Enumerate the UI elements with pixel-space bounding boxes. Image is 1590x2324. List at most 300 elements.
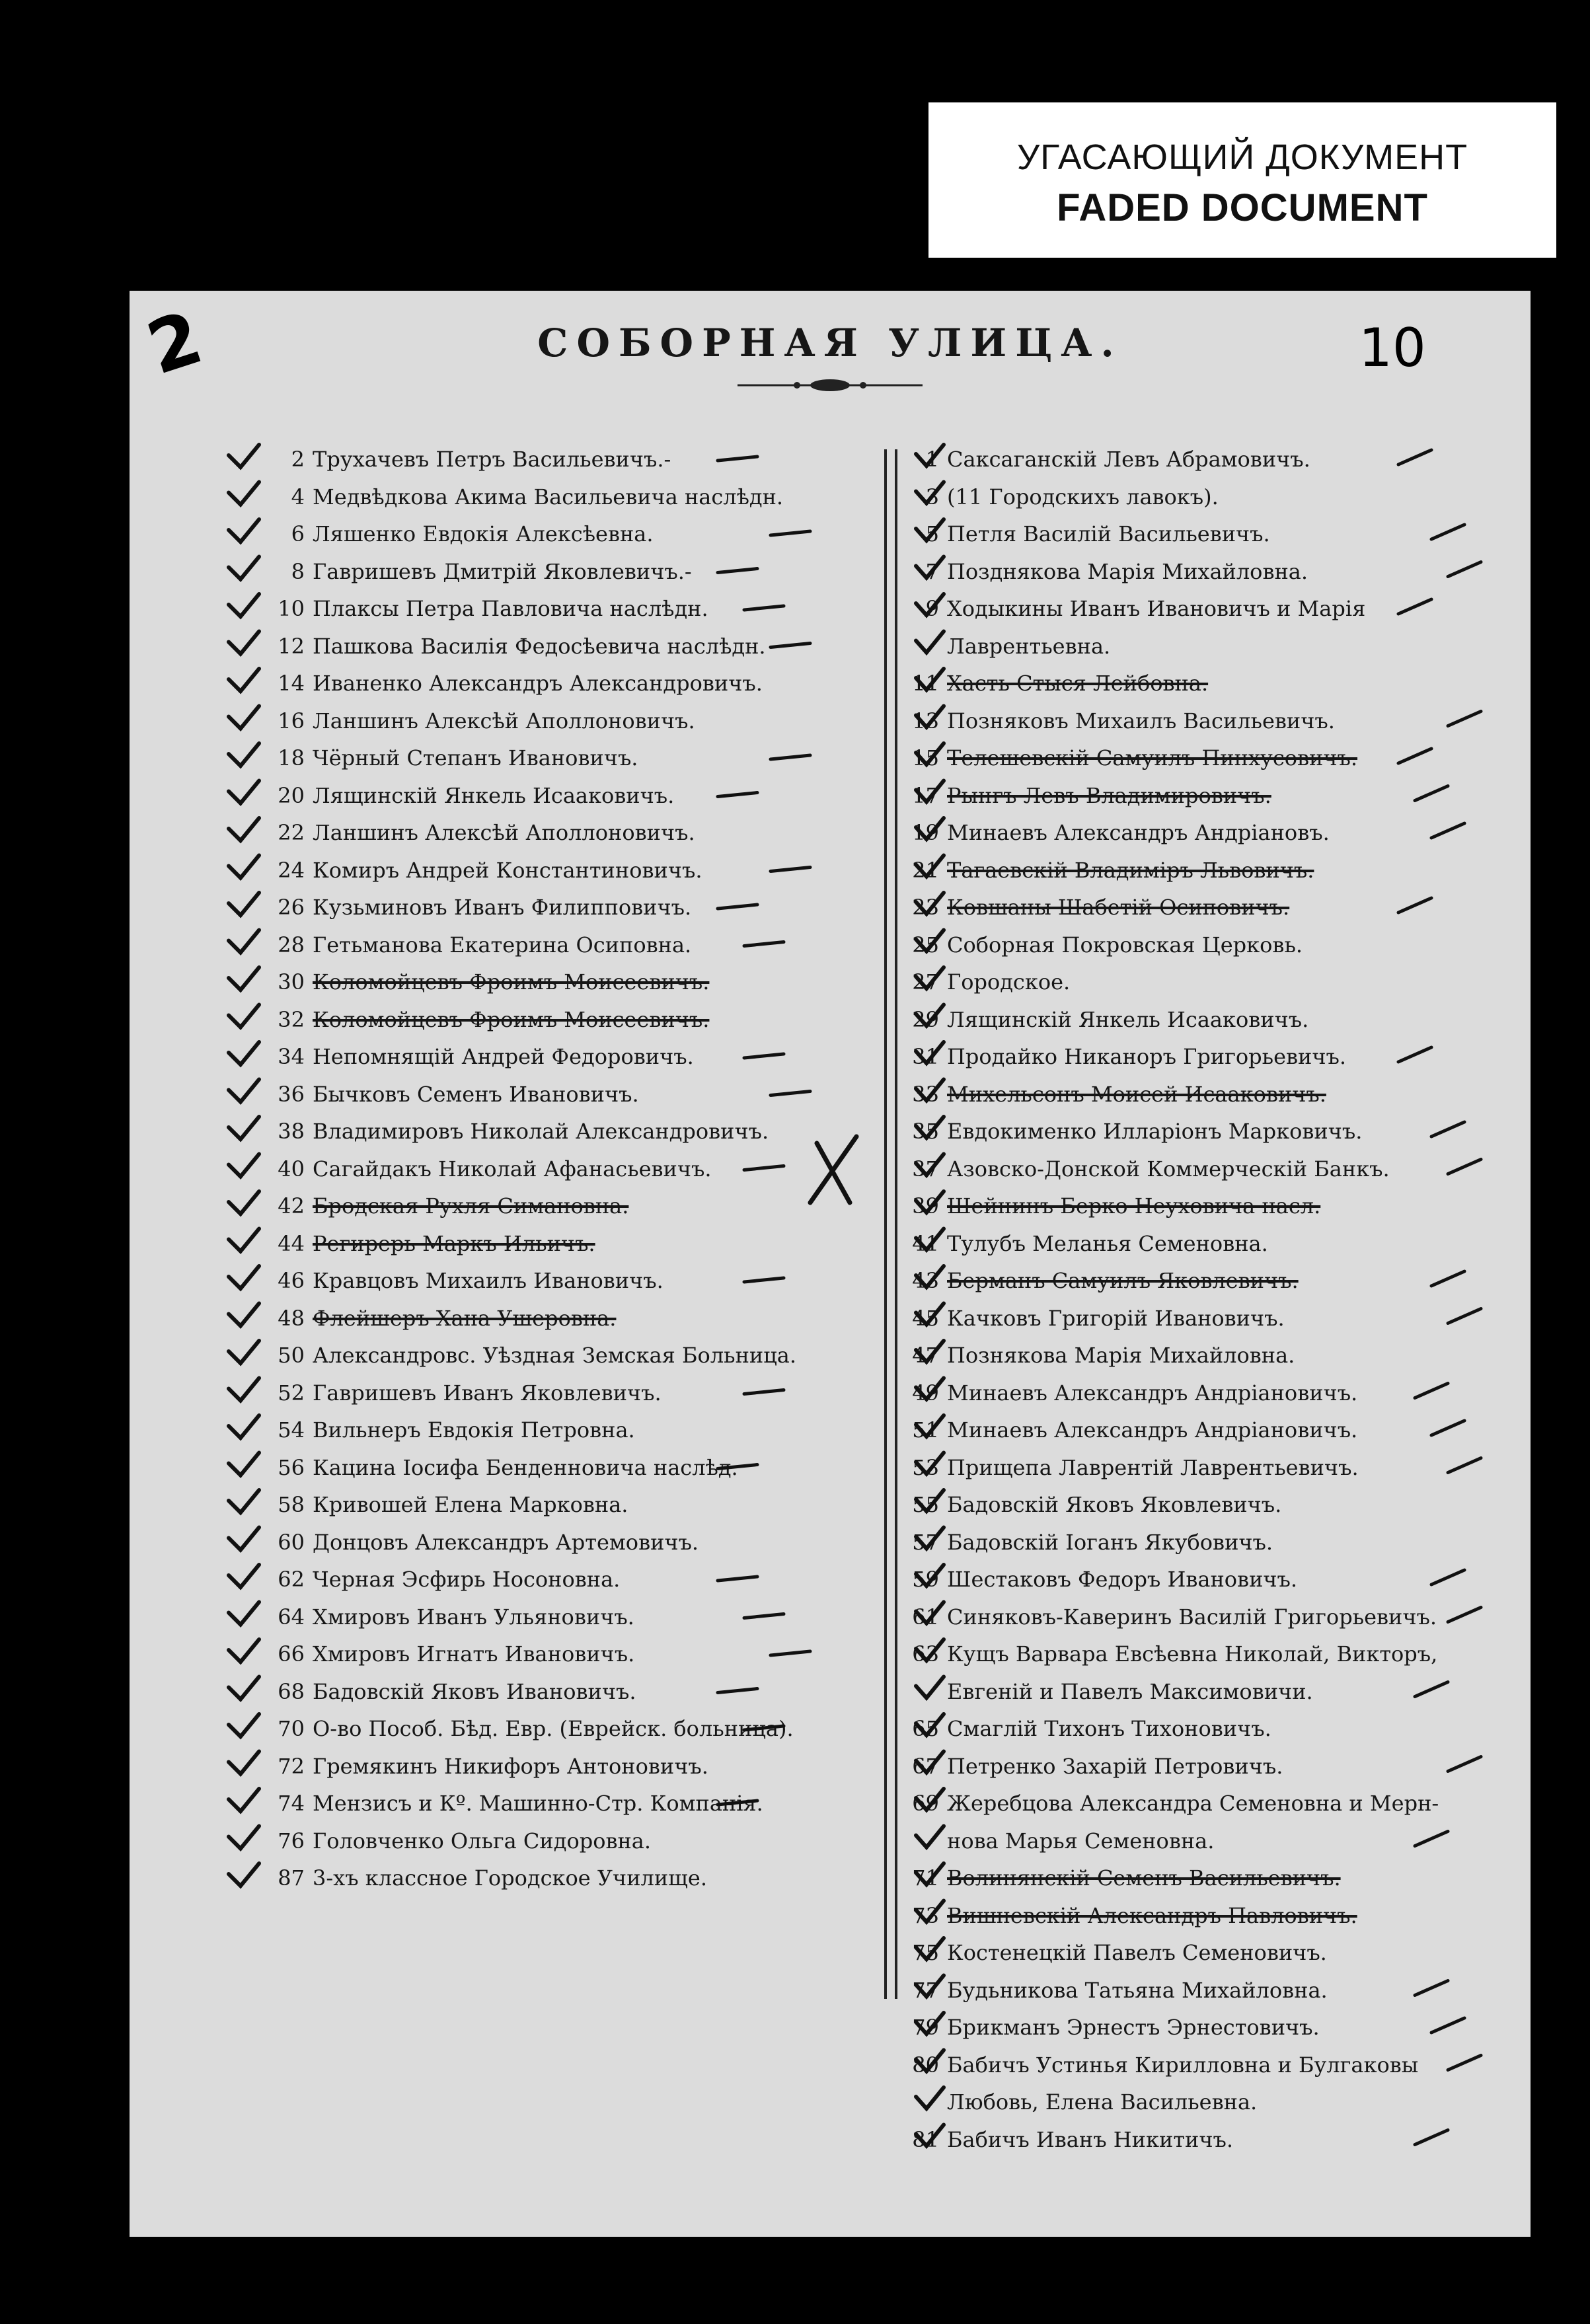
pen-mark — [229, 1229, 259, 1252]
house-number: 62 — [278, 1567, 305, 1592]
pen-mark — [229, 1415, 259, 1438]
pen-mark — [229, 1752, 259, 1774]
owner-name: Михельсонъ Моисей Исааковичъ. — [947, 1081, 1326, 1107]
owner-name: Кривошей Елена Марковна. — [313, 1492, 628, 1517]
pen-mark — [916, 1042, 944, 1063]
pen-mark — [229, 557, 259, 580]
faded-document-stamp — [928, 102, 1556, 258]
house-number: 12 — [278, 633, 305, 659]
owner-name: Евгеній и Павелъ Максимовичи. — [947, 1678, 1313, 1704]
owner-name: 3-хъ классное Городское Училище. — [313, 1865, 708, 1891]
owner-name: Ходыкины Иванъ Ивановичъ и Марія — [947, 596, 1366, 621]
pen-mark — [744, 606, 784, 610]
house-number: 87 — [278, 1865, 305, 1891]
pen-mark — [229, 1677, 259, 1700]
house-number: 58 — [278, 1492, 305, 1517]
pen-mark — [229, 1341, 259, 1363]
house-number: 13 — [912, 708, 939, 733]
owner-name: Городское. — [947, 969, 1071, 994]
owner-name: Петренко Захарій Петровичъ. — [947, 1753, 1283, 1779]
pen-mark — [1448, 712, 1481, 726]
owner-name: Бабичъ Устинья Кирилловна и Булгаковы — [947, 2052, 1419, 2078]
pen-mark — [1448, 562, 1481, 577]
owner-name: Сагайдакъ Николай Афанасьевичъ. — [313, 1156, 712, 1181]
pen-mark — [1448, 1757, 1481, 1772]
house-number: 68 — [278, 1678, 305, 1704]
house-number: 22 — [278, 820, 305, 845]
owner-name: Чёрный Степанъ Ивановичъ. — [313, 745, 638, 770]
pen-mark — [916, 1080, 944, 1101]
pen-mark — [1398, 1047, 1431, 1062]
pen-mark — [229, 519, 259, 542]
owner-name: Брикманъ Эрнестъ Эрнестовичъ. — [947, 2015, 1320, 2040]
pen-mark — [916, 743, 944, 765]
owner-name: Донцовъ Александръ Артемовичъ. — [313, 1529, 699, 1555]
owner-name: Познякова Марія Михайловна. — [947, 1343, 1295, 1368]
house-number: 3 — [925, 484, 939, 509]
owner-name: Соборная Покровская Церковь. — [947, 932, 1303, 957]
owner-name: Хасть Стыся Лейбовна. — [947, 671, 1209, 696]
pen-mark — [916, 1453, 944, 1474]
pen-mark — [916, 1117, 944, 1138]
pen-mark — [916, 1341, 944, 1362]
pen-mark — [916, 1005, 944, 1026]
owner-name: Синяковъ-Каверинъ Василій Григорьевичъ. — [947, 1604, 1437, 1630]
pen-mark — [916, 1490, 944, 1511]
house-number: 27 — [912, 969, 939, 994]
pen-mark — [229, 1565, 259, 1587]
pen-mark — [718, 1577, 757, 1581]
pen-mark — [718, 1465, 757, 1469]
owner-name: Гетьманова Екатерина Осиповна. — [313, 932, 692, 957]
pen-mark — [916, 445, 944, 466]
pen-mark — [1448, 1458, 1481, 1473]
pen-mark — [229, 1378, 259, 1401]
house-number: 43 — [912, 1268, 939, 1293]
house-number: 69 — [912, 1791, 939, 1816]
pen-mark — [1431, 1271, 1464, 1286]
pen-mark — [229, 445, 259, 467]
house-number: 44 — [278, 1230, 305, 1256]
pen-mark — [916, 1863, 944, 1885]
pen-mark — [229, 1080, 259, 1102]
owner-name: Лящинскій Янкель Исааковичъ. — [947, 1006, 1309, 1032]
house-number: 31 — [912, 1044, 939, 1069]
house-number: 38 — [278, 1119, 305, 1144]
pen-mark — [916, 2125, 944, 2146]
pen-mark — [916, 1565, 944, 1586]
pen-mark — [718, 457, 757, 461]
pen-mark — [1415, 1682, 1448, 1697]
owner-name: Прищепа Лаврентій Лаврентьевичъ. — [947, 1454, 1359, 1480]
owner-name: О-во Пособ. Бѣд. Евр. (Еврейск. больница). — [313, 1716, 794, 1741]
owner-name: Хмировъ Иванъ Ульяновичъ. — [313, 1604, 634, 1630]
house-number: 77 — [912, 1977, 939, 2003]
owner-name: Кацина Іосифа Бенденновича наслѣд. — [313, 1454, 738, 1480]
pen-mark — [229, 632, 259, 654]
owner-name: (11 Городскихъ лавокъ). — [947, 484, 1219, 509]
owner-name: Трухачевъ Петръ Васильевичъ.- — [313, 447, 671, 472]
pen-mark — [229, 1453, 259, 1476]
pen-mark — [229, 1304, 259, 1326]
house-number: 14 — [278, 671, 305, 696]
house-number: 81 — [912, 2126, 939, 2152]
pen-mark — [1415, 2130, 1448, 2145]
pen-mark — [916, 1677, 944, 1698]
owner-name: Вильнеръ Евдокія Петровна. — [313, 1417, 635, 1443]
owner-name: Шестаковъ Федоръ Ивановичъ. — [947, 1567, 1298, 1592]
owner-name: Владимировъ Николай Александровичъ. — [313, 1119, 769, 1144]
house-number: 59 — [912, 1567, 939, 1592]
owner-name: Головченко Ольга Сидоровна. — [313, 1828, 652, 1854]
pen-mark — [1431, 1122, 1464, 1137]
pen-mark — [229, 1528, 259, 1550]
house-number: 50 — [278, 1343, 305, 1368]
pen-mark — [916, 706, 944, 728]
owner-name: Бродская Рухля Симановна. — [313, 1193, 629, 1218]
house-number: 65 — [912, 1716, 939, 1741]
house-number: 70 — [278, 1716, 305, 1741]
pen-mark — [229, 743, 259, 766]
house-number: 21 — [912, 857, 939, 883]
pen-mark — [916, 1938, 944, 1959]
house-number: 80 — [912, 2052, 939, 2078]
owner-name: Лящинскій Янкель Исааковичъ. — [313, 782, 675, 808]
house-number: 9 — [925, 596, 939, 621]
owner-name: Кущъ Варвара Евсѣевна Николай, Викторъ, — [947, 1641, 1438, 1667]
house-number: 53 — [912, 1454, 939, 1480]
pen-mark — [916, 818, 944, 839]
pen-mark — [810, 1137, 856, 1203]
owner-name: Коломойцевъ Фроимъ Моисеевичъ. — [313, 1006, 710, 1032]
owner-name: Смаглій Тихонъ Тихоновичъ. — [947, 1716, 1271, 1741]
owner-name: Бадовскій Іоганъ Якубовичъ. — [947, 1529, 1273, 1555]
pen-mark — [916, 1154, 944, 1176]
pen-mark — [916, 893, 944, 914]
owner-name: Евдокименко Илларіонъ Марковичъ. — [947, 1119, 1363, 1144]
owner-name: Коломойцевъ Фроимъ Моисеевичъ. — [313, 969, 710, 994]
owner-name: Ланшинъ Алексѣй Аполлоновичъ. — [313, 820, 695, 845]
owner-name: Черная Эсфирь Носоновна. — [313, 1567, 621, 1592]
house-number: 26 — [278, 895, 305, 920]
pen-mark — [1431, 525, 1464, 539]
house-number: 36 — [278, 1081, 305, 1107]
house-number: 25 — [912, 932, 939, 957]
pen-mark — [771, 755, 810, 759]
owner-name: Будьникова Татьяна Михайловна. — [947, 1977, 1328, 2003]
owner-name: Гавришевъ Иванъ Яковлевичъ. — [313, 1380, 662, 1406]
pen-mark — [229, 1117, 259, 1139]
pen-mark — [229, 781, 259, 804]
pen-mark — [229, 1789, 259, 1811]
pen-mark — [229, 1863, 259, 1886]
stamp-line-russian: УГАСАЮЩИЙ ДОКУМЕНТ — [1016, 137, 1468, 177]
street-title: СОБОРНАЯ УЛИЦА. — [537, 320, 1123, 365]
pen-mark — [744, 1390, 784, 1394]
pen-mark — [744, 942, 784, 946]
house-number: 61 — [912, 1604, 939, 1630]
pen-mark — [916, 1191, 944, 1213]
pen-mark — [1431, 823, 1464, 838]
house-number: 34 — [278, 1044, 305, 1069]
pen-mark — [1398, 599, 1431, 614]
house-number: 16 — [278, 708, 305, 733]
house-number: 30 — [278, 969, 305, 994]
pen-mark — [1448, 1608, 1481, 1622]
house-number: 57 — [912, 1529, 939, 1555]
owner-name: Вишневскій Александръ Павловичъ. — [947, 1902, 1357, 1928]
pen-mark — [916, 2013, 944, 2034]
house-number: 55 — [912, 1492, 939, 1517]
house-number: 39 — [912, 1193, 939, 1218]
house-number: 4 — [291, 484, 305, 509]
pen-mark — [916, 930, 944, 952]
owner-name: Бадовскій Яковъ Ивановичъ. — [313, 1678, 636, 1704]
house-number: 24 — [278, 857, 305, 883]
house-number: 29 — [912, 1006, 939, 1032]
pen-mark — [229, 1602, 259, 1625]
house-number: 15 — [912, 745, 939, 770]
pen-mark — [916, 1304, 944, 1325]
owner-name: Мензисъ и Кº. Машинно-Стр. Компанія. — [313, 1791, 763, 1816]
owner-name: Качковъ Григорій Ивановичъ. — [947, 1305, 1285, 1331]
owner-name: Тагаевскій Владиміръ Львовичъ. — [947, 857, 1314, 883]
pen-mark — [916, 1528, 944, 1549]
pen-mark — [229, 1154, 259, 1177]
pen-mark — [1448, 1309, 1481, 1324]
pen-mark — [229, 1042, 259, 1065]
owner-name: Бычковъ Семенъ Ивановичъ. — [313, 1081, 639, 1107]
owner-name: Ляшенко Евдокія Алексѣевна. — [313, 521, 654, 546]
owner-name: Непомнящій Андрей Федоровичъ. — [313, 1044, 694, 1069]
pen-mark — [771, 531, 810, 535]
pen-mark — [916, 1826, 944, 1848]
owner-name: Гремякинъ Никифоръ Антоновичъ. — [313, 1753, 708, 1779]
pen-mark — [229, 706, 259, 729]
pen-mark — [1415, 1384, 1448, 1398]
house-number: 60 — [278, 1529, 305, 1555]
stamp-line-english: FADED DOCUMENT — [1057, 186, 1428, 229]
house-number: 66 — [278, 1641, 305, 1667]
pen-mark — [916, 482, 944, 504]
pen-mark — [1398, 749, 1431, 763]
house-number: 11 — [912, 671, 939, 696]
house-number: 56 — [278, 1454, 305, 1480]
house-number: 6 — [291, 521, 305, 546]
pen-mark — [916, 2087, 944, 2109]
owner-name: Гавришевъ Дмитрій Яковлевичъ.- — [313, 558, 692, 584]
owner-name: Берманъ Самуилъ Яковлевичъ. — [947, 1268, 1299, 1293]
owner-name: Продайко Никаноръ Григорьевичъ. — [947, 1044, 1347, 1069]
house-number: 41 — [912, 1230, 939, 1256]
house-number: 45 — [912, 1305, 939, 1331]
pen-mark — [744, 1054, 784, 1058]
pen-mark — [916, 1976, 944, 1997]
house-number: 79 — [912, 2015, 939, 2040]
owner-name: Кравцовъ Михаилъ Ивановичъ. — [313, 1268, 663, 1293]
owner-name: Бадовскій Яковъ Яковлевичъ. — [947, 1492, 1282, 1517]
pen-mark — [771, 868, 810, 872]
pen-mark — [916, 1714, 944, 1735]
pen-mark — [744, 1166, 784, 1170]
house-number: 35 — [912, 1119, 939, 1144]
pen-mark — [916, 1602, 944, 1624]
owner-name: Позняковъ Михаилъ Васильевичъ. — [947, 708, 1335, 733]
house-number: 47 — [912, 1343, 939, 1368]
house-number: 54 — [278, 1417, 305, 1443]
pen-mark — [916, 1901, 944, 1922]
house-number: 48 — [278, 1305, 305, 1331]
pen-mark — [1431, 1570, 1464, 1585]
pen-mark — [1448, 2056, 1481, 2070]
pen-mark — [1398, 450, 1431, 465]
house-number: 8 — [291, 558, 305, 584]
owner-name: Иваненко Александръ Александровичъ. — [313, 671, 763, 696]
house-number: 49 — [912, 1380, 939, 1406]
owner-name: Азовско-Донской Коммерческій Банкъ. — [947, 1156, 1390, 1181]
pen-mark — [916, 1752, 944, 1773]
pen-mark — [916, 519, 944, 541]
house-number: 20 — [278, 782, 305, 808]
owner-name: Тулубъ Меланья Семеновна. — [947, 1230, 1268, 1256]
owner-name: Минаевъ Александръ Андріановичъ. — [947, 1417, 1358, 1443]
house-number: 67 — [912, 1753, 939, 1779]
pen-mark — [1415, 1832, 1448, 1846]
pen-mark — [229, 669, 259, 691]
pen-mark — [229, 482, 259, 505]
owner-name: Любовь, Елена Васильевна. — [947, 2089, 1258, 2115]
owner-name: Флейшеръ Хана Ушеровна. — [313, 1305, 617, 1331]
pen-mark — [229, 893, 259, 915]
pen-mark — [771, 1092, 810, 1096]
house-number: 23 — [912, 895, 939, 920]
owner-name: Жеребцова Александра Семеновна и Мерн- — [947, 1791, 1439, 1816]
house-number: 33 — [912, 1081, 939, 1107]
pen-mark — [718, 569, 757, 573]
pen-mark — [916, 594, 944, 615]
owner-name: Позднякова Марія Михайловна. — [947, 558, 1308, 584]
house-number: 72 — [278, 1753, 305, 1779]
house-number: 37 — [912, 1156, 939, 1181]
owner-name: Лаврентьевна. — [947, 633, 1111, 659]
pen-mark — [229, 818, 259, 841]
owner-name: Медвѣдкова Акима Васильевича наслѣдн. — [313, 484, 784, 509]
pen-mark — [1448, 1160, 1481, 1174]
pen-mark — [916, 632, 944, 653]
house-number: 2 — [291, 447, 305, 472]
house-number: 74 — [278, 1791, 305, 1816]
document-sheet — [130, 291, 1531, 2237]
pen-mark — [229, 967, 259, 990]
pen-mark — [229, 1826, 259, 1849]
handwritten-number-left: 2 — [137, 295, 212, 391]
pen-mark — [229, 594, 259, 617]
house-number: 75 — [912, 1940, 939, 1965]
handwritten-number-right: 10 — [1359, 317, 1426, 379]
house-number: 52 — [278, 1380, 305, 1406]
owner-name: Минаевъ Александръ Андріановъ. — [947, 820, 1330, 845]
owner-name: Костенецкій Павелъ Семеновичъ. — [947, 1940, 1327, 1965]
pen-mark — [771, 1651, 810, 1655]
house-number: 7 — [925, 558, 939, 584]
owner-name: Рынгъ Левъ Владимировичъ. — [947, 782, 1271, 808]
pen-mark — [916, 669, 944, 690]
owner-name: Ковшаны Шабетій Осиповичъ. — [947, 895, 1290, 920]
house-number: 28 — [278, 932, 305, 957]
pen-mark — [916, 781, 944, 802]
pen-mark — [229, 1005, 259, 1028]
pen-mark — [916, 1266, 944, 1287]
owner-name: Александровс. Уѣздная Земская Больница. — [313, 1343, 797, 1368]
pen-mark — [1415, 1981, 1448, 1996]
owner-name: Ланшинъ Алексѣй Аполлоновичъ. — [313, 708, 695, 733]
owner-name: нова Марья Семеновна. — [947, 1828, 1215, 1854]
pen-mark — [229, 1266, 259, 1289]
pen-mark — [229, 1714, 259, 1737]
house-number: 5 — [925, 521, 939, 546]
owner-name: Пашкова Василія Федосѣевича наслѣдн. — [313, 633, 766, 659]
owner-name: Телешевскій Самуилъ Пинхусовичъ. — [947, 745, 1358, 770]
owner-name: Минаевъ Александръ Андріановичъ. — [947, 1380, 1358, 1406]
owner-name: Хмировъ Игнатъ Ивановичъ. — [313, 1641, 635, 1667]
house-number: 42 — [278, 1193, 305, 1218]
pen-mark — [916, 1789, 944, 1810]
house-number: 1 — [925, 447, 939, 472]
pen-mark — [718, 1801, 757, 1805]
house-number: 46 — [278, 1268, 305, 1293]
owner-name: Саксаганскій Левъ Абрамовичъ. — [947, 447, 1310, 472]
house-number: 73 — [912, 1902, 939, 1928]
pen-mark — [744, 1614, 784, 1618]
pen-mark — [1415, 786, 1448, 801]
pen-mark — [771, 644, 810, 648]
pen-mark — [916, 557, 944, 578]
house-number: 10 — [278, 596, 305, 621]
house-number: 32 — [278, 1006, 305, 1032]
house-number: 63 — [912, 1641, 939, 1667]
pen-mark — [916, 1415, 944, 1437]
house-number: 51 — [912, 1417, 939, 1443]
owner-name: Петля Василій Васильевичъ. — [947, 521, 1270, 546]
pen-mark — [229, 1639, 259, 1662]
owner-name: Шейнинъ Берко Неуховича насл. — [947, 1193, 1321, 1218]
owner-name: Плаксы Петра Павловича наслѣдн. — [313, 596, 708, 621]
house-number: 17 — [912, 782, 939, 808]
house-number: 76 — [278, 1828, 305, 1854]
house-number: 71 — [912, 1865, 939, 1891]
pen-mark — [229, 1490, 259, 1513]
owner-name: Регирерь Маркъ Ильичъ. — [313, 1230, 595, 1256]
pen-mark — [718, 793, 757, 797]
pen-mark — [916, 1378, 944, 1400]
owner-name: Кузьминовъ Иванъ Филипповичъ. — [313, 895, 692, 920]
owner-name: Комиръ Андрей Константиновичъ. — [313, 857, 702, 883]
owner-name: Бабичъ Иванъ Никитичъ. — [947, 2126, 1234, 2152]
pen-mark — [229, 1191, 259, 1214]
owner-name: Волинянскій Семенъ Васильевичъ. — [947, 1865, 1341, 1891]
pen-mark — [229, 930, 259, 953]
handwritten-check-marks — [130, 291, 1531, 2237]
pen-mark — [718, 1689, 757, 1693]
pen-mark — [916, 967, 944, 989]
pen-mark — [916, 1229, 944, 1250]
pen-mark — [916, 2050, 944, 2072]
house-number: 19 — [912, 820, 939, 845]
pen-mark — [916, 1639, 944, 1661]
pen-mark — [229, 856, 259, 878]
pen-mark — [916, 856, 944, 877]
pen-mark — [1398, 898, 1431, 913]
